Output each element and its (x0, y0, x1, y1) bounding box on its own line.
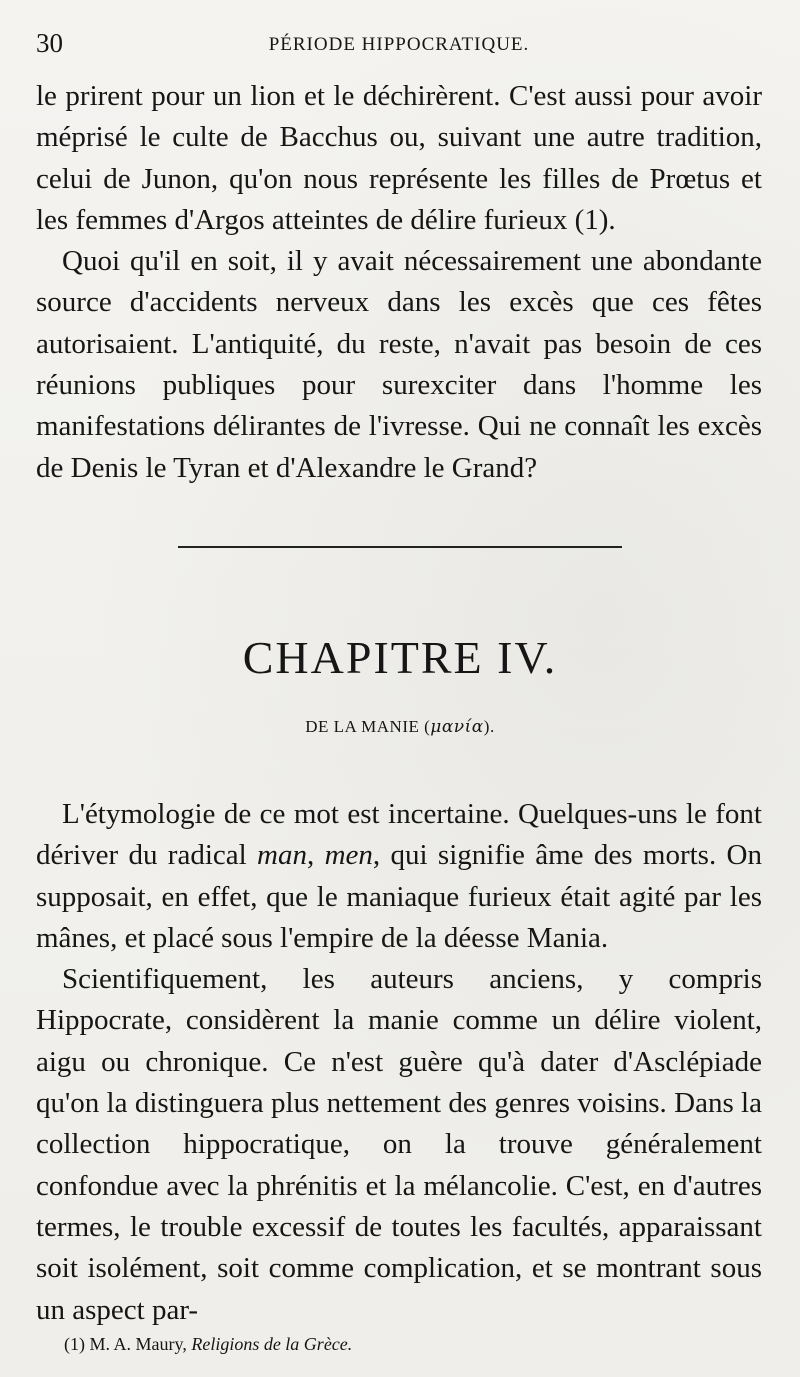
paragraph-etymology (36, 794, 762, 959)
subtitle-greek: μανία (430, 717, 484, 737)
term-man: man (257, 839, 307, 872)
etymology-text-a: L'étymologie de ce mot est incertaine. Quelques-uns le font dériver du radical (36, 798, 762, 872)
footnote (64, 1334, 352, 1355)
term-men: men (324, 839, 373, 872)
page-header (36, 28, 762, 64)
subtitle-prefix: DE LA MANIE ( (305, 717, 431, 736)
etymology-comma: , (307, 839, 325, 872)
running-head: PÉRIODE HIPPOCRATIQUE. (268, 34, 530, 55)
paragraph-continuation: le prirent pour un lion et le déchirèrent. C'est aussi pour avoir méprisé le culte de Bacchus ou, suivant une autre tradition, celui de Junon, qu'on nous représente les filles de Prœtus et les femmes d'Argos atteintes de délire furieux (1). (36, 80, 762, 236)
paragraph-excess: Quoi qu'il en soit, il y avait nécessairement une abondante source d'accidents nerveux dans les excès que ces fêtes autorisaient. L'antiquité, du reste, n'avait pas besoin de ces réunions publiques pour surexciter dans l'homme les manifestations délirantes de l'ivresse. Qui ne connaît les excès de Denis le Tyran et d'Alexandre le Grand? (36, 245, 762, 484)
text-block-chapter (36, 794, 762, 1331)
subtitle-suffix: ). (483, 717, 495, 736)
section-divider (178, 546, 622, 548)
etymology-text-b: , qui signifie âme des morts. On supposait, en effet, que le maniaque furieux était agité par les mânes, et placé sous l'empire de la déesse Mania. (36, 839, 762, 954)
paragraph-scientific: Scientifiquement, les auteurs anciens, y compris Hippocrate, considèrent la manie comme un délire violent, aigu ou chronique. Ce n'est guère qu'à dater d'Asclépiade qu'on la distinguera plus nettement des genres voisins. Dans la collection hippocratique, on la trouve généralement confondue avec la phrénitis et la mélancolie. C'est, en d'autres termes, le trouble excessif de toutes les facultés, apparaissant soit isolément, soit comme complication, et se montrant sous un aspect par- (36, 963, 762, 1326)
chapter-subtitle (0, 717, 800, 737)
text-block-before-chapter (36, 76, 762, 489)
chapter-title: CHAPITRE IV. (242, 632, 558, 683)
page-number: 30 (36, 28, 63, 58)
footnote-marker: (1) M. A. Maury, (64, 1334, 192, 1354)
footnote-title: Religions de la Grèce. (191, 1334, 353, 1354)
